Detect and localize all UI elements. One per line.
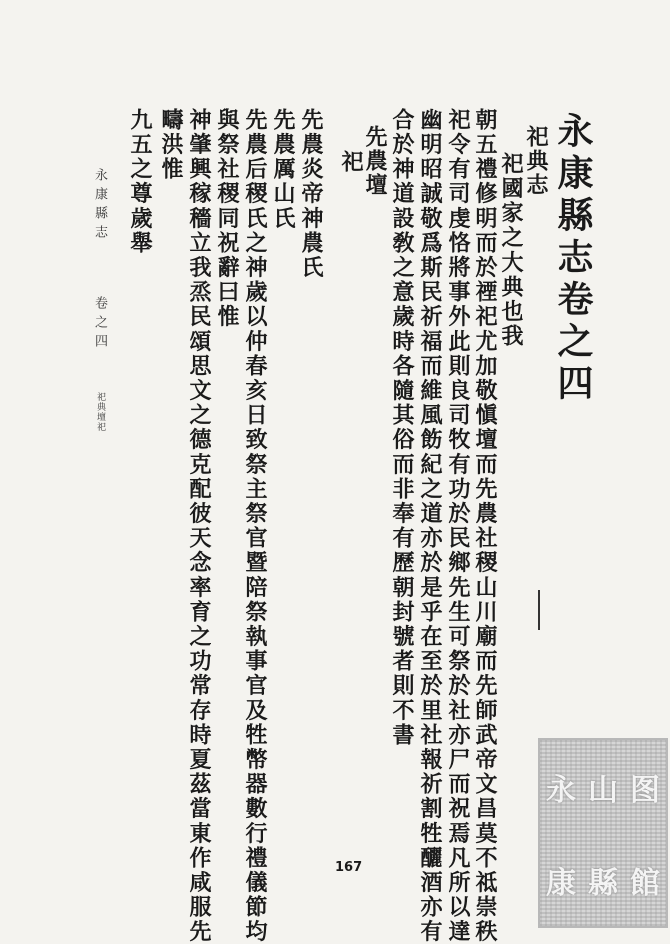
library-seal bbox=[538, 738, 668, 928]
seal-char: 永 bbox=[546, 772, 576, 808]
text-line: 與祭社稷同祝辭曰惟 bbox=[214, 108, 240, 330]
text-line: 疇洪惟 bbox=[158, 108, 184, 182]
seal-char: 館 bbox=[630, 865, 660, 901]
text-line: 九五之尊歲舉 bbox=[127, 108, 153, 256]
seal-char: 图 bbox=[630, 772, 660, 808]
heading-xiannong-altar: 先農壇 bbox=[362, 125, 388, 197]
text-line: 神肇興稼穡立我烝民頌思文之德克配彼天念率育之功常存時夏茲當東作咸服先 bbox=[186, 108, 212, 944]
margin-section: 祀典壇祀 bbox=[95, 392, 105, 432]
text-line: 先農炎帝神農氏 bbox=[298, 108, 324, 281]
text-line: 幽明昭誠敬爲斯民祈福而維風飭紀之道亦於是乎在至於里社報祈割牲釃酒亦有 bbox=[417, 108, 443, 944]
text-line: 朝五禮修明而於禋祀尤加敬愼壇而先農社稷山川廟而先師武帝文昌莫不祗崇秩 bbox=[472, 108, 498, 944]
text-line: 合於神道設敎之意歲時各隨其俗而非奉有歷朝封號者則不書 bbox=[389, 108, 415, 748]
seal-char: 康 bbox=[546, 865, 576, 901]
text-line: 祀國家之大典也我 bbox=[498, 152, 524, 349]
margin-volume: 卷之四 bbox=[92, 296, 107, 353]
text-line: 先農后稷氏之神歲以仲春亥日致祭主祭官暨陪祭執事官及牲幣器數行禮儀節均 bbox=[242, 108, 268, 944]
volume-title: 永康縣志卷之四 bbox=[552, 112, 594, 406]
ink-mark bbox=[538, 590, 540, 630]
section-heading: 祀典志 bbox=[523, 125, 549, 197]
seal-char: 縣 bbox=[588, 865, 618, 901]
text-line: 先農厲山氏 bbox=[270, 108, 296, 231]
page-number: 167 bbox=[335, 860, 363, 875]
seal-char: 山 bbox=[588, 772, 618, 808]
margin-book-title: 永康縣志 bbox=[92, 168, 107, 244]
text-line: 祀令有司虔恪將事外此則良司牧有功於民鄉先生可祭於社亦尸而祝焉凡所以達 bbox=[445, 108, 471, 944]
section-sub: 祀 bbox=[338, 150, 364, 174]
